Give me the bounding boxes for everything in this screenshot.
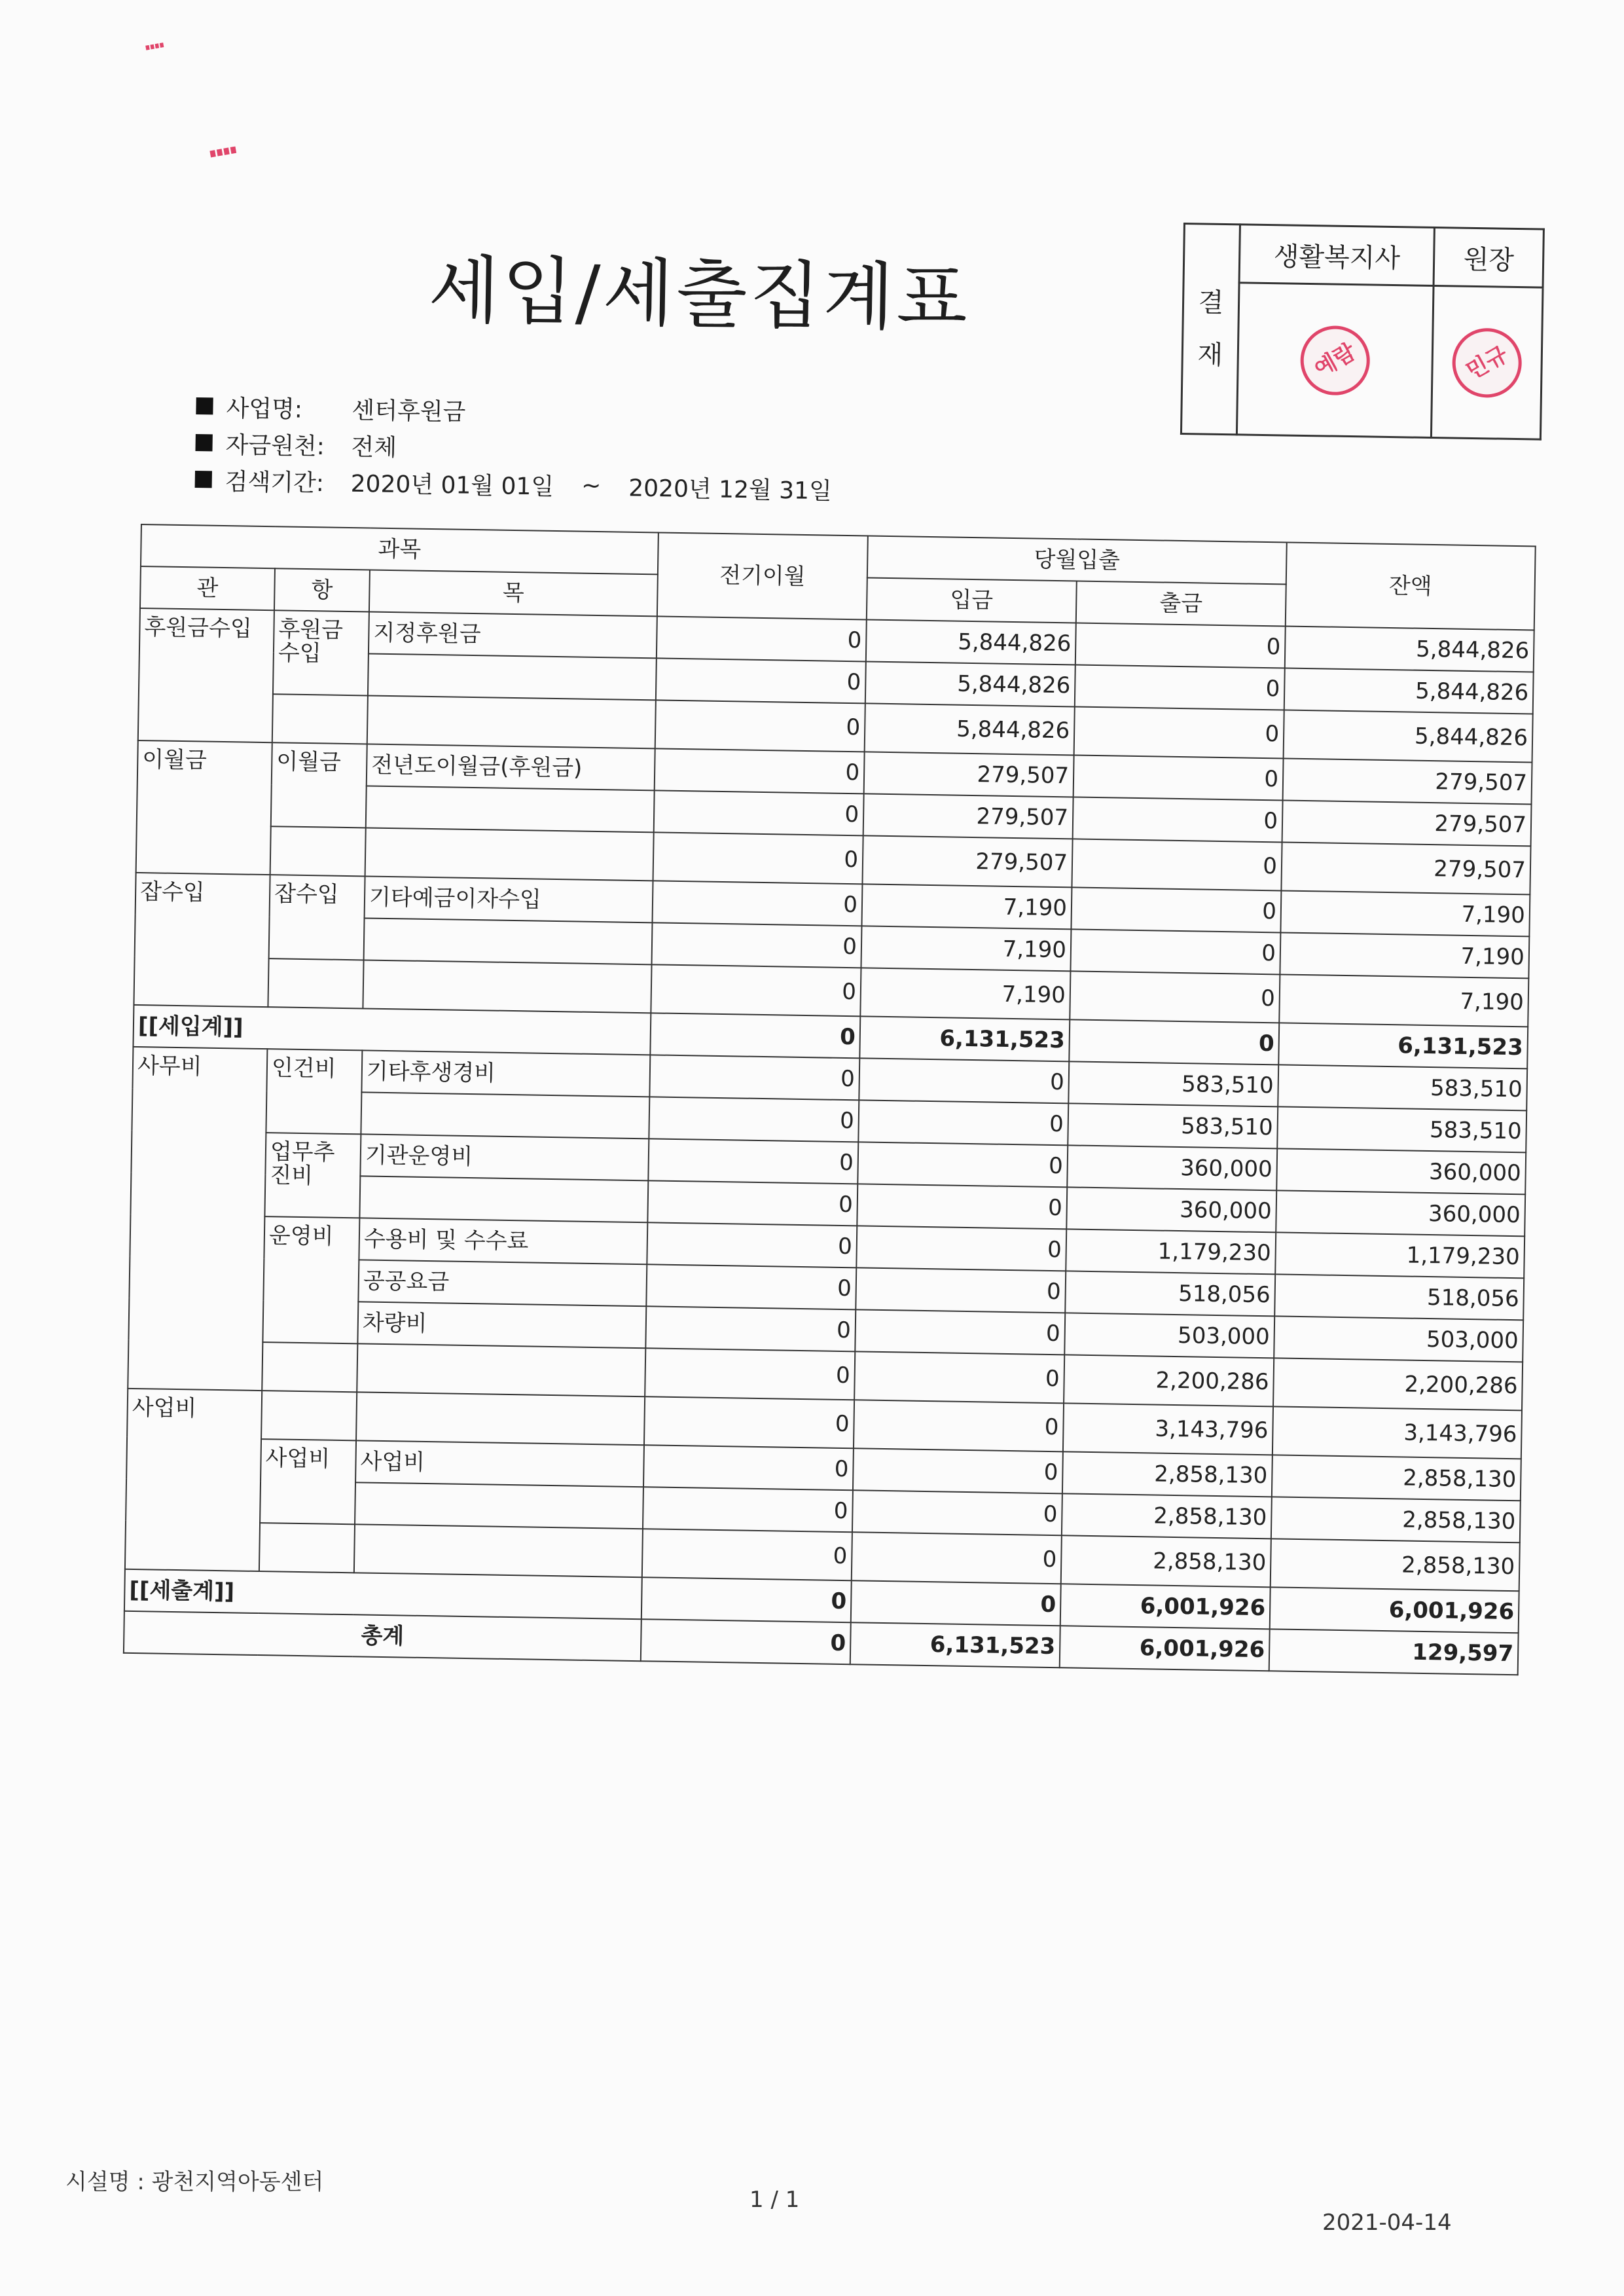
footer-date: 2021-04-14 bbox=[1322, 2210, 1452, 2236]
in-cell: 0 bbox=[857, 1142, 1068, 1187]
hang-cell: 사업비 bbox=[260, 1439, 356, 1524]
mok-cell bbox=[355, 1482, 643, 1529]
period-separator: ~ bbox=[581, 471, 602, 500]
header-prev: 전기이월 bbox=[657, 532, 868, 619]
out-cell: 0 bbox=[1075, 623, 1286, 668]
out-cell: 583,510 bbox=[1068, 1061, 1278, 1106]
red-pen-mark: ⁞ bbox=[200, 141, 247, 163]
balance-cell: 5,844,826 bbox=[1284, 668, 1534, 714]
out-cell: 6,001,926 bbox=[1060, 1584, 1271, 1629]
gwan-cell: 사무비 bbox=[128, 1047, 267, 1391]
balance-cell: 518,056 bbox=[1274, 1274, 1524, 1320]
approval-header-director: 원장 bbox=[1434, 228, 1543, 288]
mok-cell bbox=[357, 1343, 645, 1396]
in-cell: 0 bbox=[856, 1267, 1066, 1313]
gwan-cell: 잡수입 bbox=[134, 873, 270, 1007]
in-cell: 6,131,523 bbox=[859, 1016, 1070, 1061]
balance-cell: 7,190 bbox=[1280, 890, 1530, 936]
prev-cell: 0 bbox=[646, 1264, 856, 1309]
out-cell: 2,200,286 bbox=[1064, 1355, 1274, 1406]
gwan-cell: 후원금수입 bbox=[138, 608, 274, 742]
balance-cell: 2,200,286 bbox=[1273, 1358, 1523, 1410]
in-cell: 279,507 bbox=[862, 835, 1072, 887]
header-balance: 잔액 bbox=[1286, 543, 1536, 630]
prev-cell: 0 bbox=[657, 616, 867, 661]
mok-cell bbox=[356, 1392, 645, 1445]
prev-cell: 0 bbox=[641, 1577, 852, 1622]
header-hang: 항 bbox=[274, 568, 370, 611]
out-cell: 3,143,796 bbox=[1063, 1403, 1273, 1455]
hang-cell bbox=[262, 1342, 357, 1392]
balance-cell: 6,131,523 bbox=[1278, 1023, 1528, 1068]
gwan-cell: 사업비 bbox=[125, 1389, 262, 1571]
info-block bbox=[194, 388, 833, 507]
prev-cell: 0 bbox=[650, 1013, 860, 1058]
approval-stamp: 민규 bbox=[1440, 316, 1534, 410]
out-cell: 2,858,130 bbox=[1062, 1493, 1272, 1539]
approval-side-char: 결 bbox=[1198, 287, 1224, 318]
bullet-square-icon bbox=[195, 434, 212, 451]
in-cell: 0 bbox=[857, 1184, 1067, 1229]
prev-cell: 0 bbox=[652, 922, 862, 968]
out-cell: 0 bbox=[1072, 839, 1282, 890]
prev-cell: 0 bbox=[648, 1139, 858, 1184]
prev-cell: 0 bbox=[647, 1180, 857, 1226]
mok-cell bbox=[366, 786, 655, 832]
in-cell: 0 bbox=[856, 1226, 1066, 1271]
in-cell: 0 bbox=[854, 1351, 1064, 1403]
header-current: 당월입출 bbox=[867, 536, 1287, 584]
hang-cell bbox=[259, 1523, 355, 1573]
balance-cell: 1,179,230 bbox=[1275, 1232, 1525, 1278]
subtotal-label: [[세출계]] bbox=[124, 1569, 642, 1619]
mok-cell: 기타후생경비 bbox=[361, 1050, 650, 1097]
out-cell: 0 bbox=[1070, 971, 1280, 1023]
in-cell: 0 bbox=[858, 1100, 1068, 1145]
ledger bbox=[123, 524, 1536, 1675]
prev-cell: 0 bbox=[656, 658, 866, 703]
info-label: 사업명: bbox=[226, 395, 303, 424]
out-cell: 6,001,926 bbox=[1060, 1626, 1270, 1671]
prev-cell: 0 bbox=[655, 748, 865, 793]
mok-cell: 사업비 bbox=[355, 1440, 644, 1487]
out-cell: 0 bbox=[1074, 755, 1284, 800]
red-pen-mark: ⁞ bbox=[138, 39, 170, 54]
balance-cell: 279,507 bbox=[1282, 800, 1532, 846]
header-gwan: 관 bbox=[140, 566, 275, 610]
prev-cell: 0 bbox=[644, 1396, 854, 1448]
prev-cell: 0 bbox=[649, 1097, 859, 1142]
in-cell: 5,844,826 bbox=[865, 703, 1075, 755]
prev-cell: 0 bbox=[653, 881, 863, 926]
out-cell: 518,056 bbox=[1065, 1271, 1275, 1316]
bullet-square-icon bbox=[195, 471, 212, 488]
info-label: 검색기간: bbox=[225, 468, 325, 497]
balance-cell: 583,510 bbox=[1278, 1065, 1527, 1110]
hang-cell bbox=[272, 694, 368, 744]
gwan-cell: 이월금 bbox=[136, 740, 272, 875]
ledger-table bbox=[123, 524, 1536, 1675]
document-title: 세입/세출집계표 bbox=[427, 247, 971, 342]
in-cell: 0 bbox=[854, 1400, 1064, 1451]
out-cell: 0 bbox=[1069, 1019, 1279, 1065]
balance-cell: 2,858,130 bbox=[1271, 1539, 1520, 1591]
in-cell: 0 bbox=[855, 1309, 1065, 1355]
prev-cell: 0 bbox=[654, 790, 864, 835]
prev-cell: 0 bbox=[643, 1445, 854, 1490]
hang-cell bbox=[270, 826, 366, 876]
balance-cell: 5,844,826 bbox=[1284, 710, 1533, 762]
mok-cell bbox=[363, 960, 651, 1013]
balance-cell: 3,143,796 bbox=[1272, 1406, 1522, 1459]
out-cell: 0 bbox=[1075, 665, 1285, 710]
out-cell: 0 bbox=[1071, 887, 1281, 932]
out-cell: 360,000 bbox=[1066, 1187, 1276, 1232]
in-cell: 0 bbox=[851, 1580, 1061, 1626]
hang-cell: 인건비 bbox=[266, 1049, 362, 1134]
info-label: 자금원천: bbox=[225, 431, 325, 460]
header-out: 출금 bbox=[1076, 581, 1286, 626]
header-subject: 과목 bbox=[141, 524, 659, 574]
hang-cell: 잡수입 bbox=[269, 875, 365, 960]
in-cell: 7,190 bbox=[861, 926, 1071, 971]
balance-cell: 279,507 bbox=[1283, 758, 1532, 804]
mok-cell: 기타예금이자수입 bbox=[365, 876, 653, 922]
prev-cell: 0 bbox=[642, 1529, 852, 1580]
in-cell: 0 bbox=[852, 1532, 1062, 1584]
in-cell: 279,507 bbox=[864, 752, 1074, 797]
approval-side-char: 재 bbox=[1197, 340, 1223, 371]
mok-cell bbox=[361, 1092, 649, 1139]
mok-cell: 지정후원금 bbox=[369, 611, 657, 658]
prev-cell: 0 bbox=[651, 964, 861, 1016]
mok-cell bbox=[365, 828, 654, 881]
prev-cell: 0 bbox=[655, 700, 865, 752]
prev-cell: 0 bbox=[647, 1222, 857, 1267]
balance-cell: 279,507 bbox=[1281, 842, 1530, 894]
subtotal-label: [[세입계]] bbox=[133, 1005, 651, 1055]
hang-cell: 후원금수입 bbox=[273, 610, 369, 695]
out-cell: 0 bbox=[1070, 929, 1280, 974]
approval-stamp: 예람 bbox=[1288, 313, 1382, 407]
out-cell: 0 bbox=[1073, 797, 1283, 842]
balance-cell: 7,190 bbox=[1279, 974, 1528, 1027]
in-cell: 0 bbox=[859, 1058, 1069, 1103]
mok-cell bbox=[354, 1524, 643, 1577]
info-value: 전체 bbox=[351, 433, 397, 462]
mok-cell: 공공요금 bbox=[358, 1260, 647, 1306]
hang-cell bbox=[261, 1391, 357, 1440]
footer-page: 1 / 1 bbox=[749, 2187, 800, 2213]
info-value: 센터후원금 bbox=[352, 397, 466, 426]
balance-cell: 583,510 bbox=[1277, 1106, 1526, 1152]
balance-cell: 2,858,130 bbox=[1271, 1497, 1521, 1542]
mok-cell bbox=[359, 1176, 648, 1222]
in-cell: 7,190 bbox=[861, 884, 1072, 929]
out-cell: 2,858,130 bbox=[1062, 1451, 1272, 1497]
in-cell: 0 bbox=[852, 1490, 1062, 1535]
mok-cell: 수용비 및 수수료 bbox=[359, 1218, 647, 1264]
prev-cell: 0 bbox=[645, 1348, 855, 1400]
balance-cell: 129,597 bbox=[1269, 1629, 1519, 1675]
mok-cell: 차량비 bbox=[357, 1302, 646, 1348]
approval-cell-director bbox=[1432, 286, 1543, 440]
out-cell: 0 bbox=[1074, 706, 1284, 758]
hang-cell: 업무추진비 bbox=[264, 1133, 361, 1218]
period-start: 2020년 01월 01일 bbox=[350, 470, 554, 501]
in-cell: 5,844,826 bbox=[866, 619, 1076, 665]
out-cell: 1,179,230 bbox=[1066, 1229, 1276, 1274]
balance-cell: 360,000 bbox=[1276, 1148, 1526, 1194]
balance-cell: 7,190 bbox=[1280, 932, 1529, 978]
header-mok: 목 bbox=[369, 570, 658, 617]
mok-cell bbox=[367, 695, 656, 748]
balance-cell: 503,000 bbox=[1274, 1316, 1523, 1362]
out-cell: 583,510 bbox=[1068, 1103, 1278, 1148]
header-in: 입금 bbox=[867, 577, 1077, 623]
in-cell: 0 bbox=[853, 1448, 1063, 1493]
prev-cell: 0 bbox=[643, 1487, 853, 1532]
bullet-square-icon bbox=[196, 397, 213, 414]
balance-cell: 5,844,826 bbox=[1285, 626, 1534, 672]
hang-cell bbox=[268, 958, 363, 1008]
out-cell: 2,858,130 bbox=[1061, 1535, 1271, 1587]
approval-box bbox=[1180, 223, 1545, 441]
out-cell: 503,000 bbox=[1064, 1313, 1274, 1358]
mok-cell bbox=[368, 653, 657, 700]
mok-cell: 전년도이월금(후원금) bbox=[367, 744, 655, 790]
prev-cell: 0 bbox=[653, 832, 863, 884]
in-cell: 279,507 bbox=[863, 793, 1074, 839]
mok-cell bbox=[364, 918, 653, 964]
hang-cell: 이월금 bbox=[271, 742, 367, 828]
out-cell: 360,000 bbox=[1067, 1145, 1277, 1190]
footer-facility: 시설명 : 광천지역아동센터 bbox=[65, 2169, 324, 2195]
in-cell: 6,131,523 bbox=[850, 1622, 1060, 1667]
prev-cell: 0 bbox=[649, 1055, 859, 1100]
subtotal-label: 총계 bbox=[124, 1611, 641, 1661]
approval-header-worker: 생활복지사 bbox=[1239, 225, 1435, 286]
prev-cell: 0 bbox=[645, 1306, 856, 1351]
mok-cell: 기관운영비 bbox=[360, 1134, 649, 1180]
balance-cell: 360,000 bbox=[1276, 1190, 1525, 1236]
approval-side-label bbox=[1181, 224, 1240, 435]
hang-cell: 운영비 bbox=[262, 1216, 359, 1343]
balance-cell: 2,858,130 bbox=[1272, 1455, 1521, 1501]
approval-cell-worker bbox=[1236, 283, 1434, 438]
balance-cell: 6,001,926 bbox=[1270, 1587, 1519, 1633]
in-cell: 5,844,826 bbox=[865, 661, 1075, 706]
period-end: 2020년 12월 31일 bbox=[628, 474, 833, 505]
prev-cell: 0 bbox=[641, 1619, 851, 1664]
in-cell: 7,190 bbox=[860, 968, 1070, 1019]
